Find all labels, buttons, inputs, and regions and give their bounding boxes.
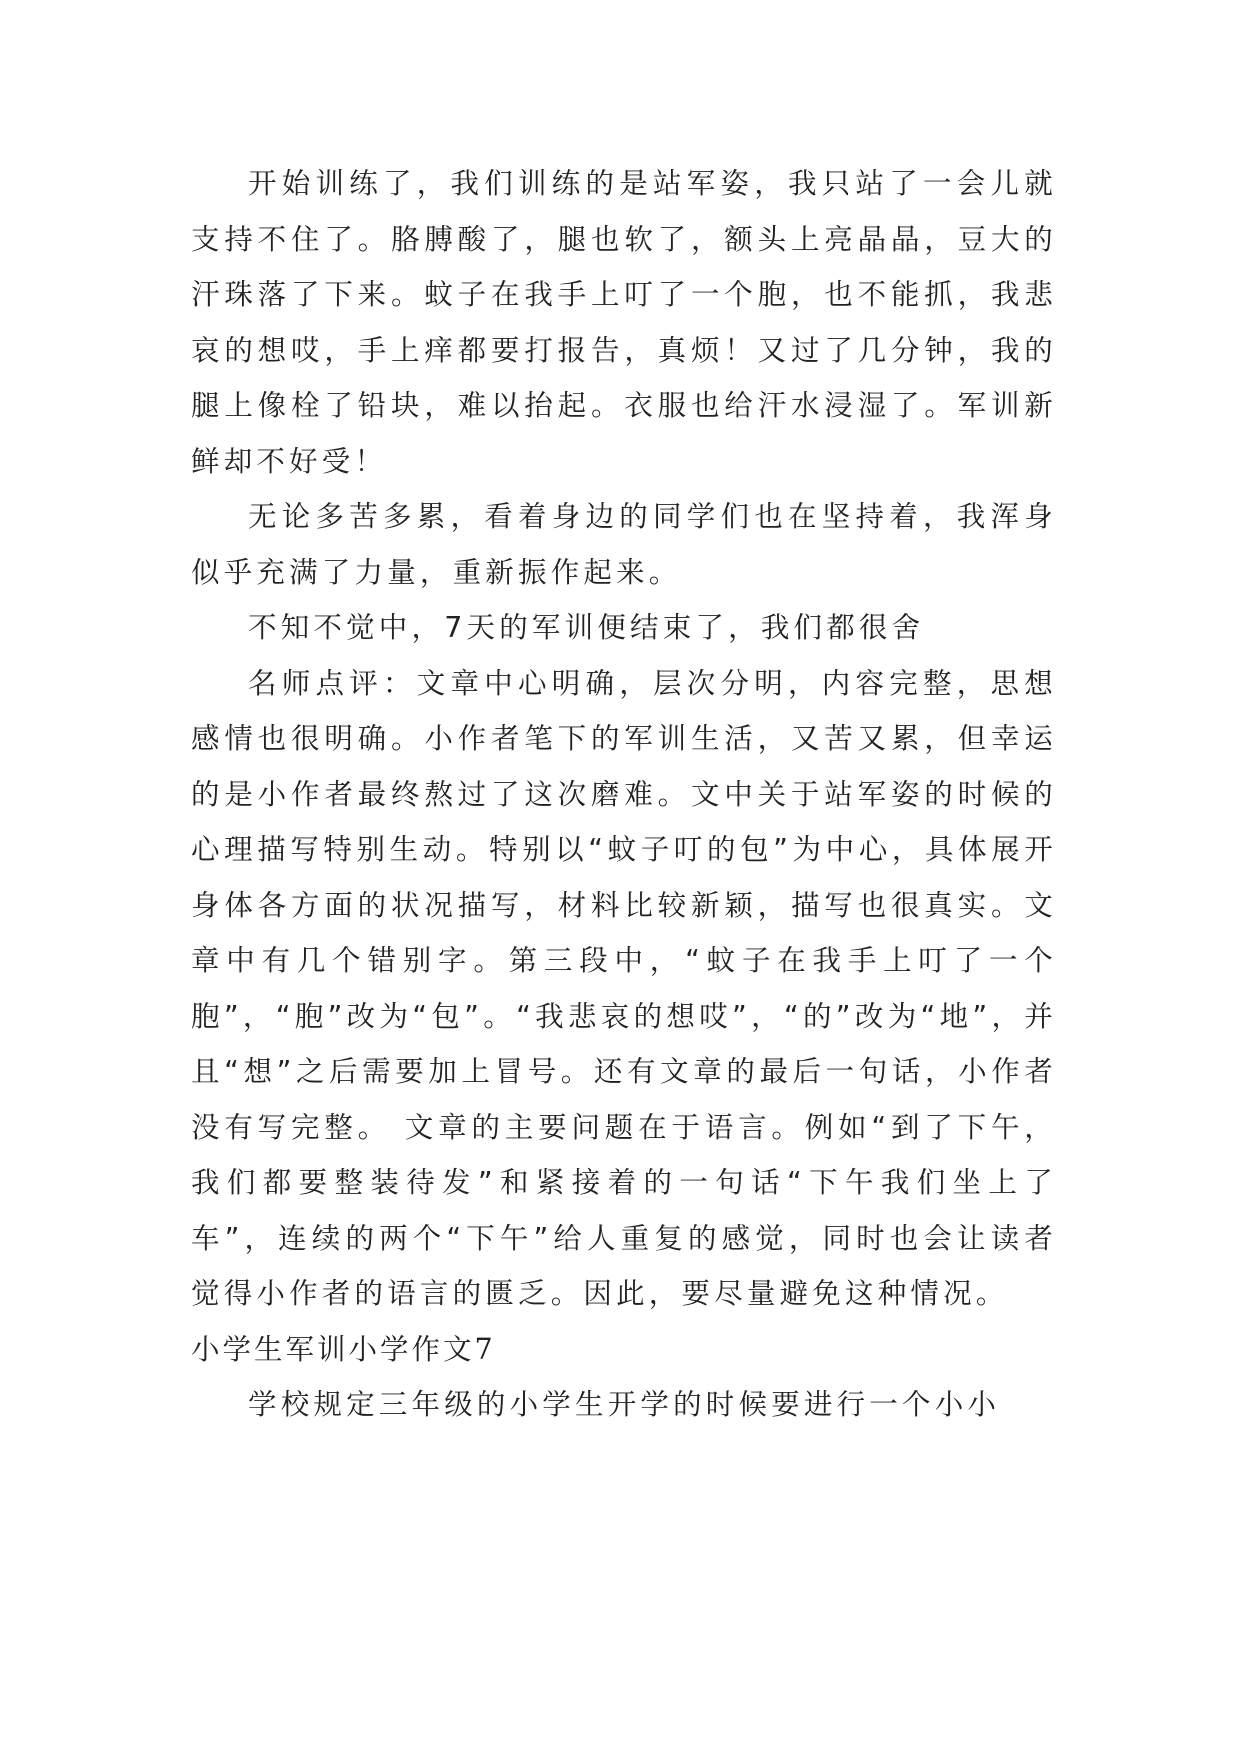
section-heading: 小学生军训小学作文7: [191, 1332, 496, 1366]
paragraph-essay-7-start: 学校规定三年级的小学生开学的时候要进行一个小小: [248, 1388, 1001, 1421]
paragraph-training: 开始训练了，我们训练的是站军姿，我只站了一会儿就支持不住了。胳膊酸了，腿也软了，额头上亮晶晶，豆大的汗珠落了下来。蚊子在我手上叮了一个胞，也不能抓，我悲哀的想哎，手上痒都要打报告，真烦！又过了几分钟，我的腿上像栓了铅块，难以抬起。衣服也给汗水浸湿了。军训新鲜却不好受！: [191, 167, 1057, 478]
paragraph-ending: 不知不觉中，7天的军训便结束了，我们都很舍: [248, 611, 925, 644]
paragraph-teacher-comment: 名师点评：文章中心明确，层次分明，内容完整，思想感情也很明确。小作者笔下的军训生活，又苦又累，但幸运的是小作者最终熬过了这次磨难。文中关于站军姿的时候的心理描写特别生动。特别以“蚊子叮的包”为中心，具体展开身体各方面的状况描写，材料比较新颖，描写也很真实。文章中有几个错别字。第三段中，“蚊子在我手上叮了一个胞”，“胞”改为“包”。“我悲哀的想哎”，“的”改为“地”，并且“想”之后需要加上冒号。还有文章的最后一句话，小作者没有写完整。 文章的主要问题在于语言。例如“到了下午，我们都要整装待发”和紧接着的一句话“下午我们坐上了车”，连续的两个“下午”给人重复的感觉，同时也会让读者觉得小作者的语言的匮乏。因此，要尽量避免这种情况。: [191, 666, 1057, 1310]
paragraph-persevere: 无论多苦多累，看着身边的同学们也在坚持着，我浑身似乎充满了力量，重新振作起来。: [191, 500, 1057, 589]
document-body: [191, 156, 1057, 1433]
